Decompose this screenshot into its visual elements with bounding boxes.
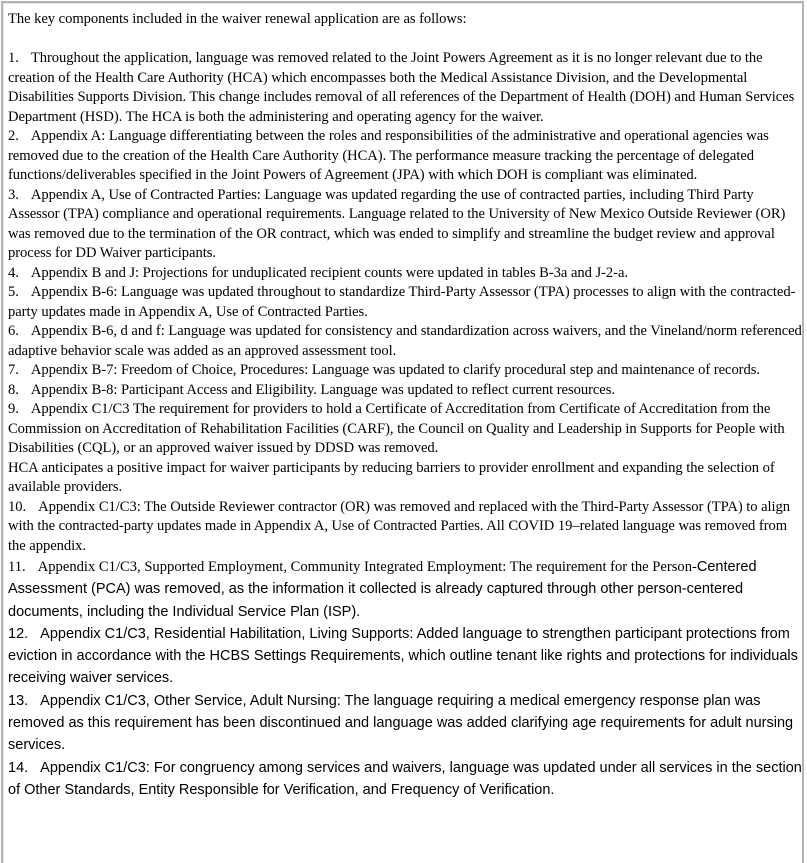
list-item-8 bbox=[8, 381, 803, 401]
item-text: Appendix C1/C3: The Outside Reviewer contractor (OR) was removed and replaced with the Third-Party Assessor (TPA) to align with the contracted-party updates made in Appendix A, Use of Contracted Parties. All COVID 19–related language was removed from the appendix. bbox=[8, 498, 791, 554]
list-item-14 bbox=[8, 757, 803, 802]
item-text: Appendix B-8: Participant Access and Eligibility. Language was updated to reflect current resources. bbox=[30, 381, 615, 398]
document-content bbox=[8, 10, 803, 801]
item-number: 7. bbox=[8, 362, 19, 378]
list-item-11 bbox=[8, 556, 803, 623]
document-frame bbox=[1, 1, 804, 863]
item-text: Throughout the application, language was removed related to the Joint Powers Agreement as it is no longer relevant due to the creation of the Health Care Authority (HCA) which encompasses both the Medical Assistance Division, and the Developmental Disabilities Supports Division. This change includes removal of all references of the Department of Health (DOH) and Human Services Department (HSD). The HCA is both the administering and operating agency for the waiver. bbox=[8, 50, 795, 125]
item-text: Appendix C1/C3, Residential Habilitation, Living Supports: Added language to strengthen participant protections from eviction in accordance with the HCBS Settings Requirements, which outline tenant like rights and protections for individuals receiving waiver services. bbox=[8, 625, 798, 687]
item-number: 11. bbox=[8, 559, 26, 575]
list-item-13 bbox=[8, 690, 803, 757]
item-text: Appendix A: Language differentiating between the roles and responsibilities of the administrative and operational agencies was removed due to the creation of the Health Care Authority (HCA). The performance measure tracking the percentage of delegated functions/deliverables specified in the Joint Powers of Agreement (JPA) with which DOH is compliant was eliminated. bbox=[8, 128, 769, 183]
item-text: Appendix C1/C3 The requirement for providers to hold a Certificate of Accreditation from Certificate of Accreditation from the Commission on Accreditation of Rehabilitation Facilities (CARF), the Council on Quality and Leadership in Supports for People with Disabilities (CQL), or an approved waiver issued by DDSD was removed. bbox=[8, 401, 785, 456]
item-text-sans: Centered Assessment (PCA) was removed, as the information it collected is already captured through other person-centered documents, including the Individual Service Plan (ISP). bbox=[8, 559, 757, 620]
item-number: 4. bbox=[8, 264, 19, 281]
item-text-serif: Appendix C1/C3, Supported Employment, Community Integrated Employment: The requirement for the Person- bbox=[37, 559, 697, 575]
item-number: 13. bbox=[8, 692, 29, 709]
item-text: Appendix C1/C3, Other Service, Adult Nursing: The language requiring a medical emergency response plan was removed as this requirement has been discontinued and language was added clarifying age requirements for adult nursing services. bbox=[8, 692, 794, 754]
item-number: 2. bbox=[8, 128, 19, 144]
item-number: 10. bbox=[8, 498, 27, 515]
item-number: 12. bbox=[8, 625, 29, 642]
list-item-3 bbox=[8, 186, 803, 264]
item-number: 6. bbox=[8, 323, 19, 339]
list-item-9 bbox=[8, 400, 803, 459]
list-item-1 bbox=[8, 49, 803, 127]
list-item-5 bbox=[8, 283, 803, 322]
item-text: Appendix B-6, d and f: Language was updated for consistency and standardization across waivers, and the Vineland/norm referenced adaptive behavior scale was added as an approved assessment tool. bbox=[8, 323, 802, 359]
item-text: Appendix B-6: Language was updated throughout to standardize Third-Party Assessor (TPA) processes to align with the contracted-party updates made in Appendix A, Use of Contracted Parties. bbox=[8, 284, 796, 320]
list-item-9-note: HCA anticipates a positive impact for waiver participants by reducing barriers to provider enrollment and expanding the selection of available providers. bbox=[8, 459, 775, 495]
item-number: 9. bbox=[8, 401, 19, 417]
item-number: 1. bbox=[8, 50, 19, 66]
item-text: Appendix C1/C3: For congruency among services and waivers, language was updated under all services in the section of Other Standards, Entity Responsible for Verification, and Frequency of Verification. bbox=[8, 759, 802, 798]
list-item-10 bbox=[8, 498, 803, 557]
item-text: Appendix A, Use of Contracted Parties: Language was updated regarding the use of contracted parties, including Third Party Assessor (TPA) compliance and operational requirements. Language related to the University of New Mexico Outside Reviewer (OR) was removed due to the termination of the OR contract, which was ended to simplify and streamline the budget review and approval process for DD Waiver participants. bbox=[8, 186, 786, 261]
list-item-7 bbox=[8, 361, 803, 381]
item-number: 14. bbox=[8, 759, 29, 776]
list-item-6 bbox=[8, 322, 803, 361]
list-item-12 bbox=[8, 623, 803, 690]
list-item-4 bbox=[8, 264, 803, 284]
item-number: 3. bbox=[8, 186, 19, 203]
item-number: 8. bbox=[8, 381, 19, 398]
item-number: 5. bbox=[8, 284, 19, 300]
intro-text: The key components included in the waiver renewal application are as follows: bbox=[8, 11, 467, 27]
item-text: Appendix B-7: Freedom of Choice, Procedures: Language was updated to clarify procedural step and maintenance of records. bbox=[30, 362, 760, 378]
item-text: Appendix B and J: Projections for unduplicated recipient counts were updated in tables B-3a and J-2-a. bbox=[30, 264, 628, 281]
list-item-2 bbox=[8, 127, 803, 186]
